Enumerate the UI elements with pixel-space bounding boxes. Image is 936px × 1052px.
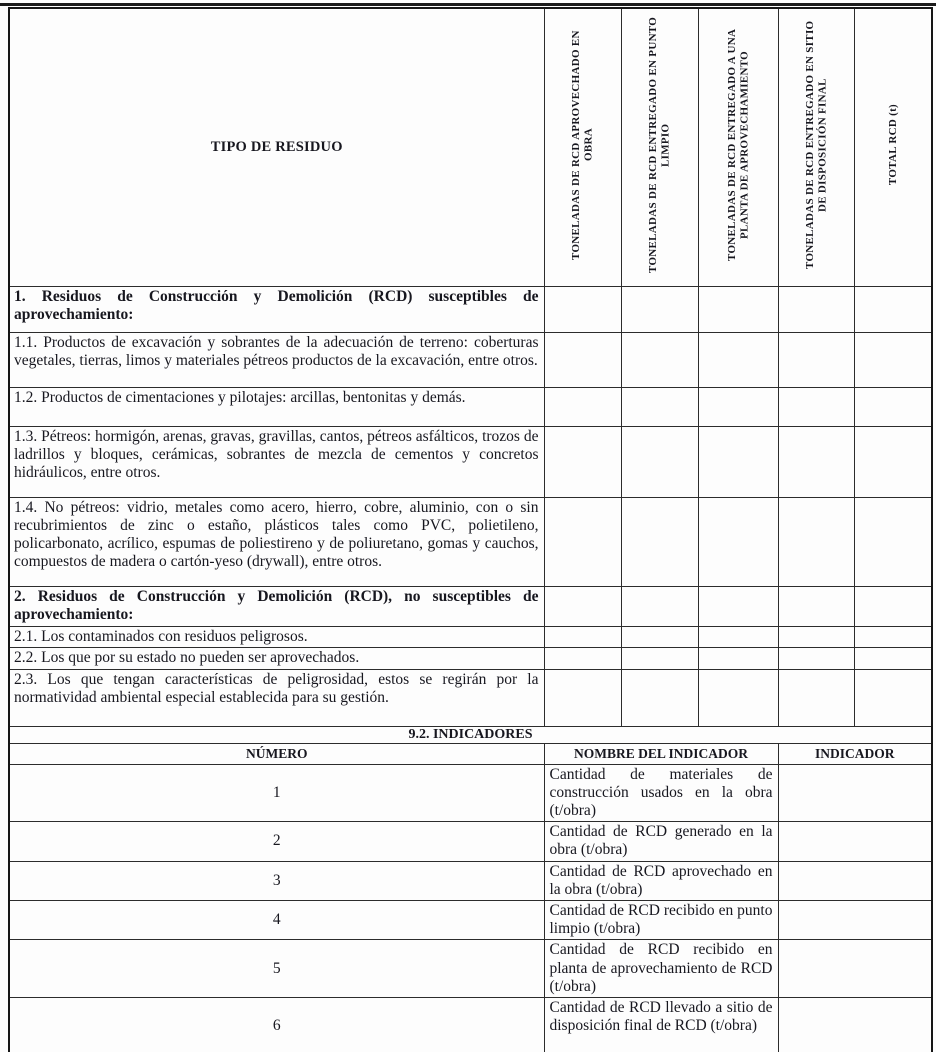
indicator-name: Cantidad de RCD aprovechado en la obra (t/obra) bbox=[544, 861, 778, 900]
table-row-1-4 bbox=[9, 497, 932, 586]
data-cell-empty bbox=[854, 426, 932, 497]
indicator-row-3 bbox=[9, 861, 932, 900]
data-cell-empty bbox=[698, 387, 778, 426]
data-cell-empty bbox=[544, 286, 621, 332]
data-cell-empty bbox=[698, 332, 778, 387]
waste-type-corner-header: TIPO DE RESIDUO bbox=[9, 8, 544, 286]
indicator-number: 6 bbox=[9, 997, 544, 1052]
waste-row-label: 1. Residuos de Construcción y Demolición (RCD) susceptibles de aprovechamiento: bbox=[9, 286, 544, 332]
data-cell-empty bbox=[544, 332, 621, 387]
indicator-number: 3 bbox=[9, 861, 544, 900]
indicator-name: Cantidad de RCD recibido en punto limpio (t/obra) bbox=[544, 900, 778, 939]
waste-row-label: 1.2. Productos de cimentaciones y pilotajes: arcillas, bentonitas y demás. bbox=[9, 387, 544, 426]
data-cell-empty bbox=[778, 669, 854, 726]
column-header-punto-limpio bbox=[621, 8, 698, 286]
data-cell-empty bbox=[621, 387, 698, 426]
data-cell-empty bbox=[544, 626, 621, 647]
indicators-value-header: INDICADOR bbox=[778, 743, 932, 764]
waste-row-label: 2.2. Los que por su estado no pueden ser aprovechados. bbox=[9, 647, 544, 669]
indicator-value-cell-empty bbox=[778, 900, 932, 939]
table-row-1-1 bbox=[9, 332, 932, 387]
data-cell-empty bbox=[621, 286, 698, 332]
data-cell-empty bbox=[778, 387, 854, 426]
data-cell-empty bbox=[778, 332, 854, 387]
waste-row-label: 2.1. Los contaminados con residuos peligrosos. bbox=[9, 626, 544, 647]
data-cell-empty bbox=[698, 647, 778, 669]
table-row-section-1 bbox=[9, 286, 932, 332]
data-cell-empty bbox=[778, 286, 854, 332]
waste-row-label: 2. Residuos de Construcción y Demolición (RCD), no susceptibles de aprovechamiento: bbox=[9, 586, 544, 626]
data-cell-empty bbox=[778, 497, 854, 586]
indicator-name: Cantidad de RCD recibido en planta de aprovechamiento de RCD (t/obra) bbox=[544, 940, 778, 998]
data-cell-empty bbox=[698, 586, 778, 626]
data-cell-empty bbox=[854, 497, 932, 586]
data-cell-empty bbox=[698, 286, 778, 332]
data-cell-empty bbox=[544, 426, 621, 497]
data-cell-empty bbox=[544, 647, 621, 669]
data-cell-empty bbox=[778, 647, 854, 669]
column-header-label: TONELADAS DE RCD APROVECHADO EN OBRA bbox=[570, 29, 595, 260]
indicators-header-row bbox=[9, 743, 932, 764]
indicator-value-cell-empty bbox=[778, 822, 932, 861]
data-cell-empty bbox=[854, 669, 932, 726]
data-cell-empty bbox=[854, 647, 932, 669]
indicator-row-1 bbox=[9, 764, 932, 822]
data-cell-empty bbox=[854, 332, 932, 387]
indicators-number-header: NÚMERO bbox=[9, 743, 544, 764]
waste-row-label: 1.4. No pétreos: vidrio, metales como acero, hierro, cobre, aluminio, con o sin recubrimientos de zinc o estaño, plásticos tales como PVC, polietileno, policarbonato, acrílico, espumas de poliestireno y de poliuretano, gomas y cauchos, compuestos de madera o cartón-yeso (drywall), entre otros. bbox=[9, 497, 544, 586]
data-cell-empty bbox=[544, 669, 621, 726]
indicator-name: Cantidad de RCD generado en la obra (t/obra) bbox=[544, 822, 778, 861]
column-header-label: TONELADAS DE RCD ENTREGADO EN PUNTO LIMPIO bbox=[647, 16, 672, 273]
data-cell-empty bbox=[544, 387, 621, 426]
indicator-name: Cantidad de materiales de construcción usados en la obra (t/obra) bbox=[544, 764, 778, 822]
indicator-name: Cantidad de RCD llevado a sitio de disposición final de RCD (t/obra) bbox=[544, 997, 778, 1052]
indicators-name-header: NOMBRE DEL INDICADOR bbox=[544, 743, 778, 764]
data-cell-empty bbox=[778, 586, 854, 626]
indicator-number: 5 bbox=[9, 940, 544, 998]
data-cell-empty bbox=[544, 586, 621, 626]
table-row-2-3 bbox=[9, 669, 932, 726]
waste-row-label: 2.3. Los que tengan características de peligrosidad, estos se regirán por la normatividad ambiental especial establecida para su gestión. bbox=[9, 669, 544, 726]
column-header-label: TOTAL RCD (t) bbox=[886, 104, 899, 186]
column-header-label: TONELADAS DE RCD ENTREGADO A UNA PLANTA DE APROVECHAMIENTO bbox=[725, 28, 750, 261]
indicators-section-title: 9.2. INDICADORES bbox=[9, 726, 932, 743]
data-cell-empty bbox=[854, 387, 932, 426]
indicators-title-row bbox=[9, 726, 932, 743]
column-header-total-rcd bbox=[854, 8, 932, 286]
indicator-number: 1 bbox=[9, 764, 544, 822]
data-cell-empty bbox=[698, 626, 778, 647]
data-cell-empty bbox=[778, 626, 854, 647]
data-cell-empty bbox=[854, 626, 932, 647]
rcd-waste-and-indicators-table bbox=[8, 7, 933, 1052]
indicator-number: 2 bbox=[9, 822, 544, 861]
table-row-2-2 bbox=[9, 647, 932, 669]
waste-table-header-row bbox=[9, 8, 932, 286]
data-cell-empty bbox=[544, 497, 621, 586]
data-cell-empty bbox=[778, 426, 854, 497]
data-cell-empty bbox=[621, 332, 698, 387]
indicator-row-4 bbox=[9, 900, 932, 939]
data-cell-empty bbox=[621, 497, 698, 586]
page-top-rule bbox=[0, 3, 936, 6]
indicator-row-5 bbox=[9, 940, 932, 998]
data-cell-empty bbox=[698, 669, 778, 726]
indicator-value-cell-empty bbox=[778, 940, 932, 998]
column-header-aprovechado-obra bbox=[544, 8, 621, 286]
data-cell-empty bbox=[854, 586, 932, 626]
data-cell-empty bbox=[698, 497, 778, 586]
data-cell-empty bbox=[621, 647, 698, 669]
table-row-1-3 bbox=[9, 426, 932, 497]
column-header-disposicion-final bbox=[778, 8, 854, 286]
table-row-2-1 bbox=[9, 626, 932, 647]
table-row-section-2 bbox=[9, 586, 932, 626]
data-cell-empty bbox=[621, 586, 698, 626]
indicator-value-cell-empty bbox=[778, 764, 932, 822]
data-cell-empty bbox=[698, 426, 778, 497]
data-cell-empty bbox=[854, 286, 932, 332]
waste-row-label: 1.3. Pétreos: hormigón, arenas, gravas, gravillas, cantos, pétreos asfálticos, trozos de ladrillos y bloques, cerámicas, sobrantes de mezcla de cementos y concretos hidráulicos, entre otros. bbox=[9, 426, 544, 497]
data-cell-empty bbox=[621, 426, 698, 497]
column-header-label: TONELADAS DE RCD ENTREGADO EN SITIO DE DISPOSICIÓN FINAL bbox=[803, 20, 828, 269]
indicator-value-cell-empty bbox=[778, 861, 932, 900]
column-header-planta-aprovechamiento bbox=[698, 8, 778, 286]
table-row-1-2 bbox=[9, 387, 932, 426]
indicator-number: 4 bbox=[9, 900, 544, 939]
indicator-row-2 bbox=[9, 822, 932, 861]
waste-row-label: 1.1. Productos de excavación y sobrantes de la adecuación de terreno: coberturas vegetales, tierras, limos y materiales pétreos productos de la excavación, entre otros. bbox=[9, 332, 544, 387]
indicator-row-6 bbox=[9, 997, 932, 1052]
indicator-value-cell-empty bbox=[778, 997, 932, 1052]
data-cell-empty bbox=[621, 626, 698, 647]
data-cell-empty bbox=[621, 669, 698, 726]
